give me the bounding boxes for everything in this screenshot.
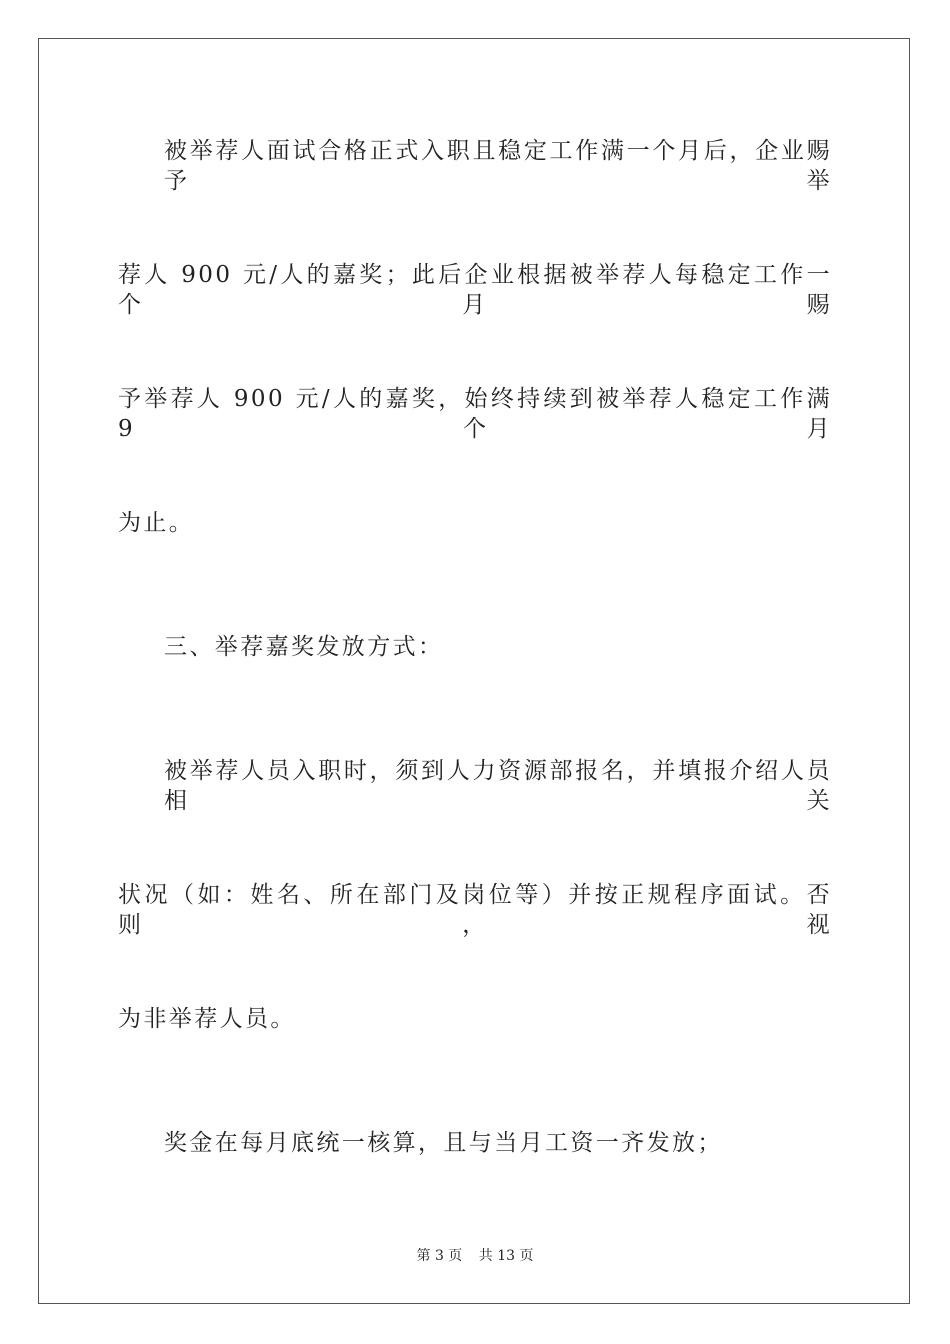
paragraph-1-line-1: 被举荐人面试合格正式入职且稳定工作满一个月后，企业赐予举 [164, 138, 832, 194]
paragraph-3-line-1: 奖金在每月底统一核算，且与当月工资一齐发放； [164, 1130, 723, 1156]
paragraph-1-line-2: 荐人 900 元/人的嘉奖；此后企业根据被举荐人每稳定工作一个月赐 [118, 262, 832, 318]
paragraph-2-line-2: 状况（如：姓名、所在部门及岗位等）并按正规程序面试。否则，视 [118, 882, 832, 938]
paragraph-1-line-4: 为止。 [118, 510, 195, 536]
total-pages: 共 13 页 [478, 1248, 534, 1264]
section-heading-3: 三、举荐嘉奖发放方式： [164, 634, 444, 660]
page-footer [0, 1247, 950, 1265]
paragraph-1-line-3: 予举荐人 900 元/人的嘉奖，始终持续到被举荐人稳定工作满 9 个月 [118, 386, 832, 442]
paragraph-2-line-1: 被举荐人员入职时，须到人力资源部报名，并填报介绍人员相关 [164, 758, 832, 814]
page-border [38, 38, 910, 1304]
paragraph-2-line-3: 为非举荐人员。 [118, 1006, 296, 1032]
page-number: 第 3 页 [416, 1248, 463, 1264]
